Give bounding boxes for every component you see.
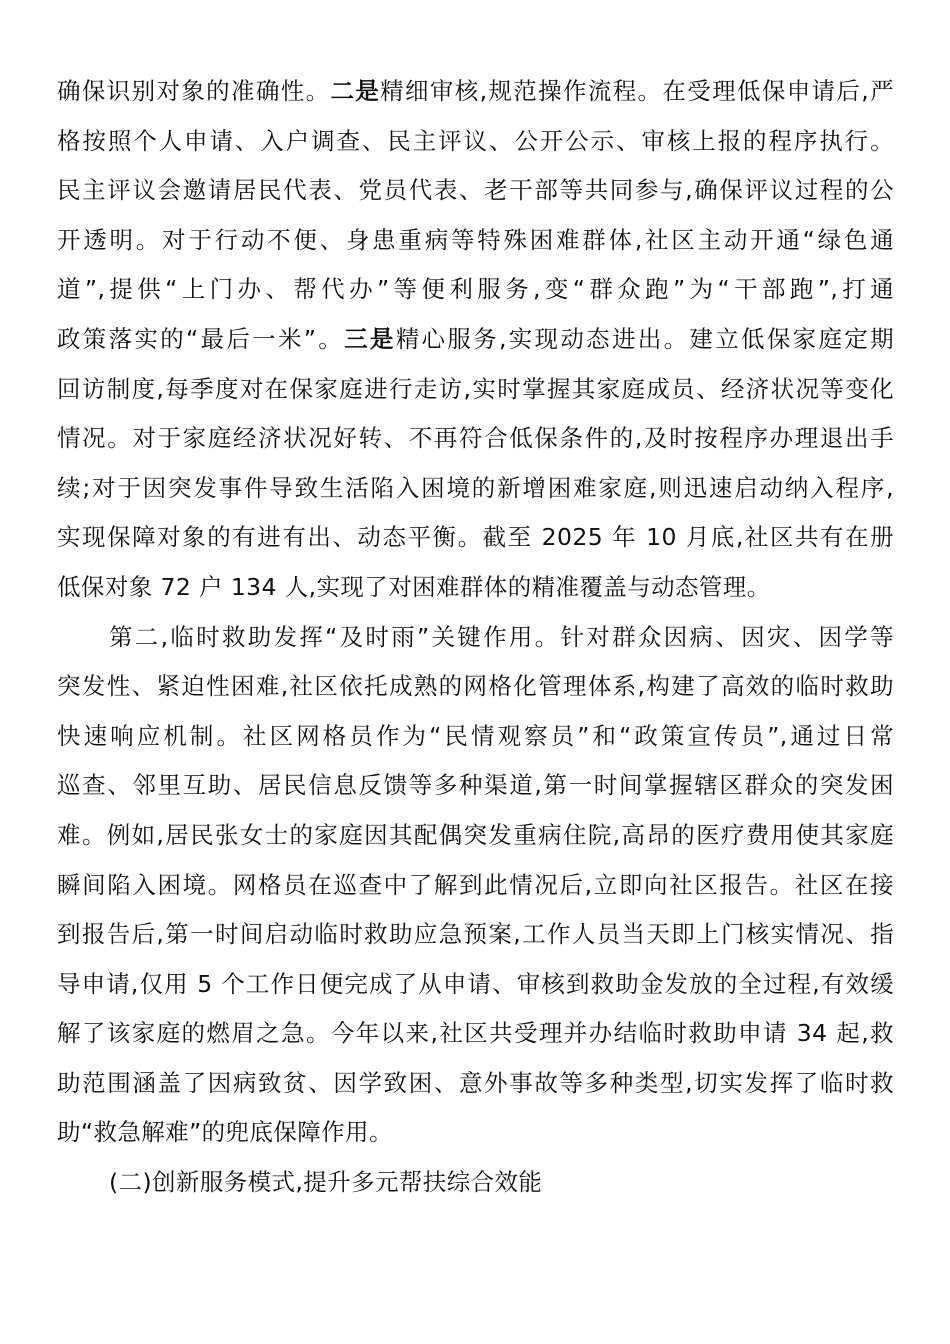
heading-line	[57, 1158, 894, 1208]
text-run: 精细审核,规范操作流程。在受理低保申请后,严	[380, 77, 894, 105]
bold-keyword: 三是	[344, 324, 396, 353]
text-line	[57, 1108, 894, 1158]
text-line	[57, 563, 894, 613]
text-run: 到报告后,第一时间启动临时救助应急预案,工作人员当天即上门核实情况、指	[57, 920, 894, 949]
text-run: 续;对于因突发事件导致生活陷入困境的新增困难家庭,则迅速启动纳入程序,	[57, 473, 894, 502]
text-line	[57, 67, 894, 117]
text-run: 道”,提供“上门办、帮代办”等便利服务,变“群众跑”为“干部跑”,打通	[57, 275, 894, 304]
text-line	[57, 414, 894, 464]
text-run: 瞬间陷入困境。网格员在巡查中了解到此情况后,立即向社区报告。社区在接	[57, 870, 894, 899]
text-line	[57, 513, 894, 563]
text-line	[57, 365, 894, 415]
text-line	[57, 464, 894, 514]
heading-text: (二)创新服务模式,提升多元帮扶综合效能	[109, 1168, 543, 1197]
text-line	[57, 216, 894, 266]
text-line	[57, 1009, 894, 1059]
bold-keyword: 二是	[330, 77, 381, 105]
text-run: 开透明。对于行动不便、身患重病等特殊困难群体,社区主动开通“绿色通	[57, 225, 894, 254]
text-run: 第二,临时救助发挥“及时雨”关键作用。针对群众因病、因灾、因学等	[109, 622, 894, 651]
text-run: 实现保障对象的有进有出、动态平衡。截至 2025 年 10 月底,社区共有在册	[57, 523, 894, 552]
text-run: 回访制度,每季度对在保家庭进行走访,实时掌握其家庭成员、经济状况等变化	[57, 374, 894, 403]
document-page	[57, 67, 894, 1208]
text-line	[57, 662, 894, 712]
text-run: 解了该家庭的燃眉之急。今年以来,社区共受理并办结临时救助申请 34 起,救	[57, 1019, 894, 1048]
paragraph-1	[57, 67, 894, 613]
text-line	[57, 761, 894, 811]
text-run: 突发性、紧迫性困难,社区依托成熟的网格化管理体系,构建了高效的临时救助	[57, 672, 894, 701]
text-run: 情况。对于家庭经济状况好转、不再符合低保条件的,及时按程序办理退出手	[57, 424, 894, 453]
paragraph-2	[57, 613, 894, 1159]
text-line	[57, 712, 894, 762]
text-run: 民主评议会邀请居民代表、党员代表、老干部等共同参与,确保评议过程的公	[57, 176, 894, 205]
text-line	[57, 166, 894, 216]
text-run: 精心服务,实现动态进出。建立低保家庭定期	[395, 324, 894, 353]
text-run: 巡查、邻里互助、居民信息反馈等多种渠道,第一时间掌握辖区群众的突发困	[57, 771, 894, 800]
text-line	[57, 861, 894, 911]
text-line	[57, 265, 894, 315]
text-run: 助“救急解难”的兜底保障作用。	[57, 1118, 393, 1147]
text-line	[57, 910, 894, 960]
text-run: 格按照个人申请、入户调查、民主评议、公开公示、审核上报的程序执行。	[57, 126, 894, 155]
text-run: 难。例如,居民张女士的家庭因其配偶突发重病住院,高昂的医疗费用使其家庭	[57, 820, 894, 849]
text-run: 导申请,仅用 5 个工作日便完成了从申请、审核到救助金发放的全过程,有效缓	[57, 969, 894, 998]
text-line	[57, 960, 894, 1010]
text-line	[57, 613, 894, 663]
text-line	[57, 315, 894, 365]
text-run: 助范围涵盖了因病致贫、因学致困、意外事故等多种类型,切实发挥了临时救	[57, 1068, 894, 1097]
text-line	[57, 1059, 894, 1109]
text-run: 低保对象 72 户 134 人,实现了对困难群体的精准覆盖与动态管理。	[57, 572, 771, 601]
text-run: 政策落实的“最后一米”。	[57, 324, 345, 353]
text-run: 快速响应机制。社区网格员作为“民情观察员”和“政策宣传员”,通过日常	[57, 721, 894, 750]
section-heading	[57, 1158, 894, 1208]
text-line	[57, 117, 894, 167]
text-run: 确保识别对象的准确性。	[57, 77, 331, 105]
text-line	[57, 811, 894, 861]
